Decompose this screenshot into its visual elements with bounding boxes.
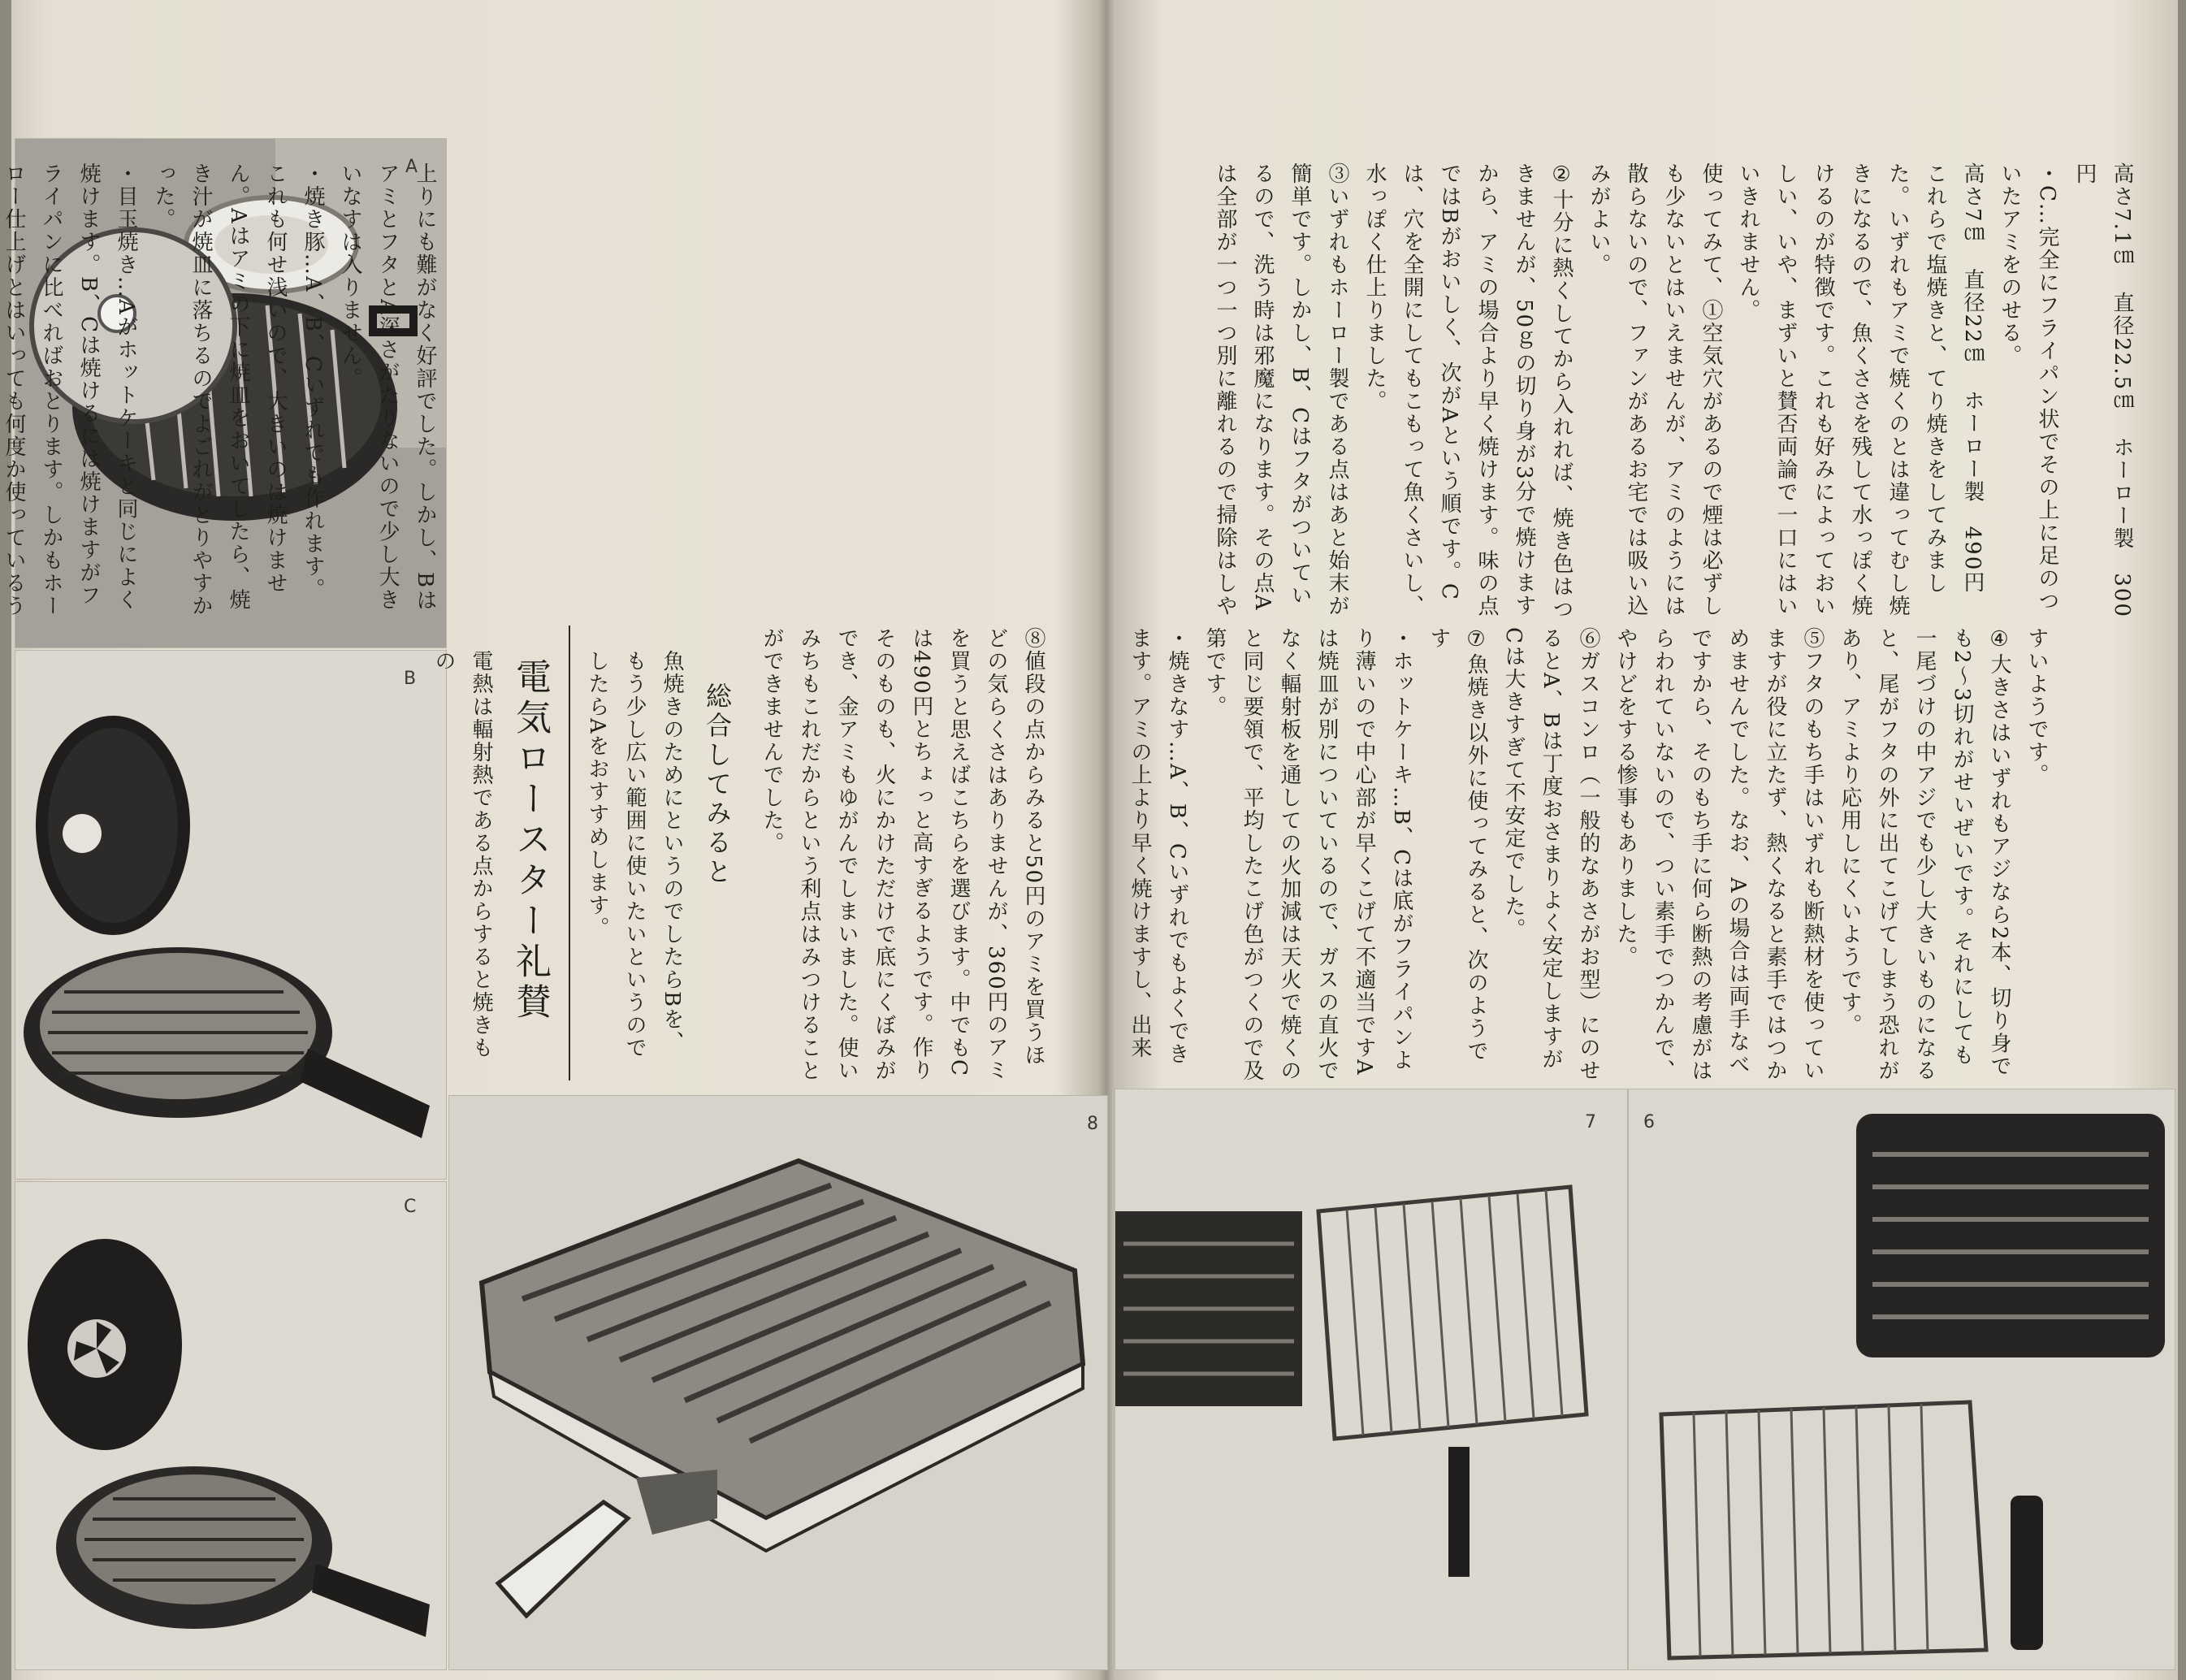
photo-c-vented-pan bbox=[15, 1181, 447, 1670]
photo-7-illustration bbox=[1115, 1089, 1627, 1669]
summary-text: 魚焼きのためにというのでしたらBを、もう少し広い範囲に使いたいというのでしたらAをおすすめします。 bbox=[585, 650, 684, 1059]
electric-roaster-text: 電熱は輻射熱である点からすると焼きもの bbox=[431, 650, 493, 1059]
section-divider bbox=[569, 626, 570, 1080]
photo-a-label: A bbox=[405, 157, 418, 177]
left-page-price-text: ⑧値段の点からみると50円のアミを買うほどの気らくさはありませんが、360円のアミを買うと思えばこちらを選びます。中でもCは490円とちょっと高すぎるようです。作りそのものも、火にかけただけで底にくぼみができ、金アミもゆがんでしまいました。使いみちもこれだからという利点はみつけることができませんでした。 bbox=[760, 627, 1045, 1082]
photo-b-hinged-pan bbox=[15, 650, 447, 1180]
photo-8-illustration bbox=[449, 1096, 1107, 1669]
page-edge-right bbox=[2178, 0, 2186, 1680]
photo-6-box-grill bbox=[1628, 1089, 2175, 1670]
photo-6-label: 6 bbox=[1643, 1112, 1655, 1132]
right-page-upper-text: 高さ7.1㎝ 直径22.5㎝ ホーロー製 300円 ・C…完全にフライパン状でその上に足のついたアミをのせる。 高さ7㎝ 直径22㎝ ホーロー製 490円 これらで塩焼きと、てり焼きをしてみました。いずれもアミで焼くのとは違ってむし焼きになるので、魚くささを残して水っぽく焼けるのが特徴です。これも好みによっておいしい、いや、まずいと賛否両論で一口にはいいきれません。 使ってみて、①空気穴があるので煙は必ずしも少ないとはいえませんが、アミのようには散らないので、ファンがあるお宅では吸い込みがよい。 ②十分に熱くしてから入れれば、焼き色はつきませんが、50ｇの切り身が3分で焼けますから、アミの場合より早く焼けます。味の点ではBがおいしく、次がAという順です。Cは、穴を全開にしてもこもって魚くさいし、水っぽく仕上りました。 ③いずれもホーロー製である点はあと始末が簡単です。しかし、B、Cはフタがついているので、洗う時は邪魔になります。その点Aは全部が一つ一つ別に離れるので掃除はしや bbox=[1213, 162, 2134, 621]
photo-c-illustration bbox=[15, 1182, 446, 1669]
photo-c-label: C bbox=[404, 1197, 417, 1217]
left-page-upper-text: 上りにも難がなく好評でした。しかし、BはアミとフタとA深さがたりないので少し大きいなすは入りません。 ・焼き豚…A、B、Cいずれでも作れます。これも何せ浅いので、大きいのは焼けません。Aはアミの下に焼皿をおいてしたら、焼き汁が焼皿に落ちるのでよごれがとりやすかった。 ・目玉焼き…Aがホットケーキと同じによく焼けます。B、Cは焼けるには焼けますがフライパンに比べればおとります。しかもホーロー仕上げとはいっても何度か使っているう bbox=[2, 162, 437, 617]
photo-b-label: B bbox=[404, 669, 417, 689]
photo-b-illustration bbox=[15, 651, 446, 1179]
photo-8-rectangular-grill bbox=[448, 1095, 1108, 1670]
right-page-lower-text: すいようです。 ④大きさはいずれもアジなら2本、切り身でも2～3切れがせいぜいです。それにしても一尾づけの中アジでも少し大きいものになると、尾がフタの外に出てこげてしまう恐れがあり、アミより応用しにくいようです。 ⑤フタのもち手はいずれも断熱材を使っていますが役に立たず、熱くなると素手ではつかめませんでした。なお、Aの場合は両手なべですから、そのもち手に何ら断熱の考慮がはらわれていないので、つい素手でつかんで、やけどをする惨事もありました。 ⑥ガスコンロ（一般的なあさがお型）にのせるとA、Bは丁度おさまりよく安定しますがCは大きすぎて不安定でした。 ⑦魚焼き以外に使ってみると、次のようです ・ホットケーキ…B、Cは底がフライパンより薄いので中心部が早くこげて不適当ですAは焼皿が別についているので、ガスの直火でなく輻射板を通しての火加減は天火で焼くのと同じ要領で、平均したこげ色がつくので及第です。 ・焼きなす…A、B、Cいずれでもよくできます。アミの上より早く焼けますし、出来 bbox=[1128, 627, 2049, 1082]
photo-7-label: 7 bbox=[1585, 1112, 1596, 1132]
summary-heading: 総合してみると bbox=[702, 682, 733, 887]
electric-roaster-heading: 電気ロースター礼賛 bbox=[509, 658, 551, 1024]
photo-7-wire-grill bbox=[1115, 1089, 1628, 1670]
photo-8-label: 8 bbox=[1087, 1114, 1098, 1134]
photo-6-illustration bbox=[1629, 1089, 2175, 1669]
